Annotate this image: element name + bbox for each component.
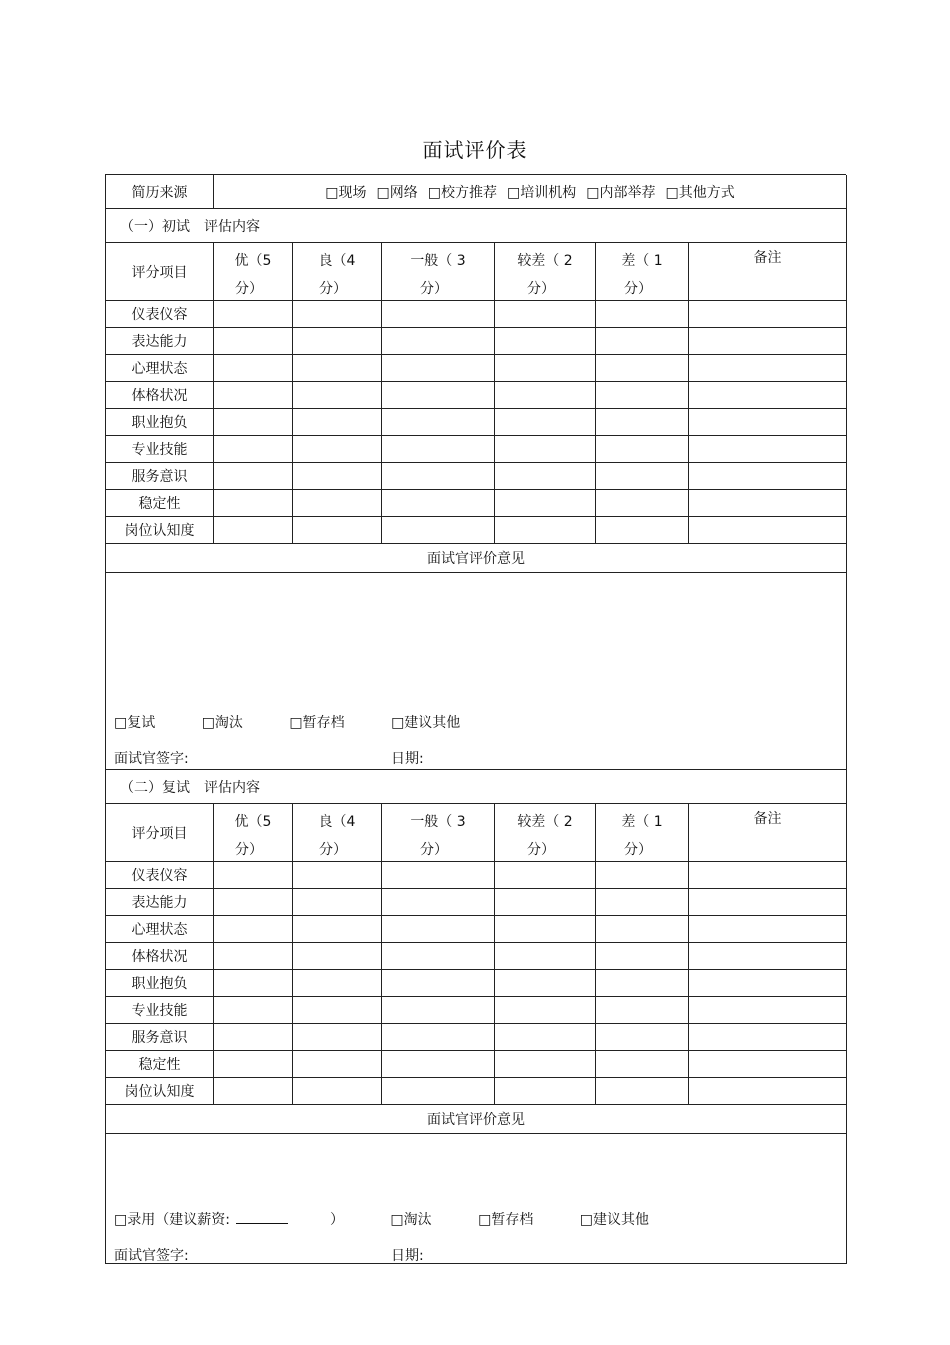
col-line1: 较差（ 2	[517, 253, 573, 269]
score-cell[interactable]	[596, 943, 689, 970]
note-cell[interactable]	[689, 490, 847, 517]
source-options	[214, 175, 847, 209]
score-row-label: 仪表仪容	[106, 862, 214, 889]
score-row-label: 心理状态	[106, 355, 214, 382]
score-cell[interactable]	[382, 436, 495, 463]
score-cell[interactable]	[495, 355, 596, 382]
note-cell[interactable]	[689, 517, 847, 544]
score-row-label: 服务意识	[106, 1024, 214, 1051]
score-cell[interactable]	[214, 328, 293, 355]
round2-col-excellent	[214, 804, 293, 862]
score-cell[interactable]	[293, 409, 382, 436]
score-cell[interactable]	[382, 889, 495, 916]
score-cell[interactable]	[596, 997, 689, 1024]
note-cell[interactable]	[689, 1078, 847, 1105]
score-cell[interactable]	[596, 916, 689, 943]
score-cell[interactable]	[293, 1024, 382, 1051]
score-cell[interactable]	[293, 862, 382, 889]
score-cell[interactable]	[214, 997, 293, 1024]
score-cell[interactable]	[495, 916, 596, 943]
note-cell[interactable]	[689, 997, 847, 1024]
score-cell[interactable]	[293, 328, 382, 355]
score-cell[interactable]	[596, 328, 689, 355]
evaluation-form	[105, 174, 846, 1264]
col-line2: 分）	[527, 842, 555, 858]
score-cell[interactable]	[596, 463, 689, 490]
score-cell[interactable]	[293, 517, 382, 544]
col-line1: 优（5	[234, 253, 272, 269]
note-cell[interactable]	[689, 463, 847, 490]
score-cell[interactable]	[214, 355, 293, 382]
score-row-label: 职业抱负	[106, 409, 214, 436]
score-cell[interactable]	[382, 862, 495, 889]
score-cell[interactable]	[293, 382, 382, 409]
score-row-label: 体格状况	[106, 382, 214, 409]
round1-decisions	[114, 712, 502, 732]
col-line1: 差（ 1	[621, 253, 663, 269]
note-cell[interactable]	[689, 1024, 847, 1051]
col-line1: 良（4	[318, 814, 356, 830]
score-cell[interactable]	[596, 970, 689, 997]
round2-decisions	[114, 1209, 691, 1229]
salary-blank[interactable]	[236, 1211, 288, 1224]
score-cell[interactable]	[214, 970, 293, 997]
score-cell[interactable]	[495, 1051, 596, 1078]
score-cell[interactable]	[596, 1024, 689, 1051]
round1-col-good	[293, 243, 382, 301]
score-cell[interactable]	[495, 970, 596, 997]
score-cell[interactable]	[214, 490, 293, 517]
score-cell[interactable]	[495, 517, 596, 544]
decision-hire[interactable]: □录用（建议薪资:	[114, 1212, 230, 1228]
note-cell[interactable]	[689, 916, 847, 943]
score-cell[interactable]	[596, 1078, 689, 1105]
source-option-training[interactable]: □培训机构	[507, 184, 577, 201]
score-cell[interactable]	[214, 1024, 293, 1051]
decision-reject[interactable]: □淘汰	[201, 715, 243, 731]
score-cell[interactable]	[596, 889, 689, 916]
score-cell[interactable]	[495, 943, 596, 970]
decision-second-round[interactable]: □复试	[114, 715, 156, 731]
score-cell[interactable]	[382, 997, 495, 1024]
col-line2: 分）	[624, 281, 652, 297]
score-cell[interactable]	[596, 490, 689, 517]
decision-reject[interactable]: □淘汰	[390, 1212, 432, 1228]
score-cell[interactable]	[214, 409, 293, 436]
score-cell[interactable]	[382, 301, 495, 328]
score-cell[interactable]	[293, 463, 382, 490]
col-line2: 分）	[319, 281, 347, 297]
round2-opinion-area[interactable]	[106, 1134, 847, 1264]
score-cell[interactable]	[495, 463, 596, 490]
round1-opinion-area[interactable]	[106, 573, 847, 770]
score-cell[interactable]	[495, 328, 596, 355]
score-cell[interactable]	[214, 463, 293, 490]
score-row-label: 表达能力	[106, 328, 214, 355]
col-line2: 分）	[624, 842, 652, 858]
score-cell[interactable]	[495, 409, 596, 436]
round2-col-note: 备注	[689, 804, 847, 862]
date-label: 日期:	[391, 1248, 424, 1264]
source-option-online[interactable]: □网络	[376, 184, 418, 201]
score-cell[interactable]	[214, 889, 293, 916]
col-line1: 优（5	[234, 814, 272, 830]
note-cell[interactable]	[689, 970, 847, 997]
score-row-label: 稳定性	[106, 490, 214, 517]
score-cell[interactable]	[293, 997, 382, 1024]
score-cell[interactable]	[495, 301, 596, 328]
source-option-internal[interactable]: □内部举荐	[586, 184, 656, 201]
score-row-label: 稳定性	[106, 1051, 214, 1078]
round1-col-excellent	[214, 243, 293, 301]
round2-opinion-label: 面试官评价意见	[106, 1105, 847, 1134]
score-cell[interactable]	[382, 490, 495, 517]
decision-other[interactable]: □建议其他	[579, 1212, 650, 1228]
decision-other[interactable]: □建议其他	[391, 715, 461, 731]
score-cell[interactable]	[382, 1078, 495, 1105]
round1-item-header: 评分项目	[106, 243, 214, 301]
score-cell[interactable]	[382, 382, 495, 409]
score-cell[interactable]	[214, 301, 293, 328]
col-line2: 分）	[420, 842, 448, 858]
score-cell[interactable]	[214, 916, 293, 943]
score-cell[interactable]	[214, 1051, 293, 1078]
round1-opinion-label: 面试官评价意见	[106, 544, 847, 573]
score-row-label: 表达能力	[106, 889, 214, 916]
score-cell[interactable]	[382, 1051, 495, 1078]
score-cell[interactable]	[214, 1078, 293, 1105]
source-label: 简历来源	[106, 175, 214, 209]
score-cell[interactable]	[214, 382, 293, 409]
signature-label: 面试官签字:	[114, 751, 189, 767]
round1-section-label: （一）初试 评估内容	[106, 209, 847, 243]
col-line1: 一般（ 3	[410, 814, 466, 830]
score-row-label: 心理状态	[106, 916, 214, 943]
round1-col-average	[382, 243, 495, 301]
score-cell[interactable]	[495, 1024, 596, 1051]
note-cell[interactable]	[689, 943, 847, 970]
score-cell[interactable]	[596, 1051, 689, 1078]
note-cell[interactable]	[689, 355, 847, 382]
score-cell[interactable]	[382, 409, 495, 436]
score-row-label: 岗位认知度	[106, 1078, 214, 1105]
score-row-label: 体格状况	[106, 943, 214, 970]
date-label: 日期:	[391, 751, 424, 767]
score-cell[interactable]	[495, 997, 596, 1024]
source-option-campus[interactable]: □校方推荐	[427, 184, 497, 201]
source-option-onsite[interactable]: □现场	[325, 184, 367, 201]
score-cell[interactable]	[382, 355, 495, 382]
score-cell[interactable]	[495, 889, 596, 916]
note-cell[interactable]	[689, 409, 847, 436]
round2-section-label: （二）复试 评估内容	[106, 770, 847, 804]
score-row-label: 仪表仪容	[106, 301, 214, 328]
score-cell[interactable]	[596, 517, 689, 544]
score-cell[interactable]	[293, 301, 382, 328]
note-cell[interactable]	[689, 436, 847, 463]
score-cell[interactable]	[293, 1078, 382, 1105]
col-line1: 良（4	[318, 253, 356, 269]
score-cell[interactable]	[293, 916, 382, 943]
score-cell[interactable]	[596, 301, 689, 328]
note-cell[interactable]	[689, 328, 847, 355]
score-cell[interactable]	[596, 382, 689, 409]
col-line1: 较差（ 2	[517, 814, 573, 830]
col-line1: 差（ 1	[621, 814, 663, 830]
round2-col-poor	[495, 804, 596, 862]
score-cell[interactable]	[596, 409, 689, 436]
score-row-label: 专业技能	[106, 436, 214, 463]
decision-archive[interactable]: □暂存档	[478, 1212, 534, 1228]
note-cell[interactable]	[689, 1051, 847, 1078]
round2-col-bad	[596, 804, 689, 862]
form-title: 面试评价表	[422, 138, 528, 162]
signature-label: 面试官签字:	[114, 1248, 189, 1264]
round1-signature-line	[114, 748, 814, 768]
hire-close: ）	[329, 1212, 344, 1228]
score-cell[interactable]	[495, 862, 596, 889]
col-line2: 分）	[235, 281, 263, 297]
round1-col-bad	[596, 243, 689, 301]
decision-archive[interactable]: □暂存档	[289, 715, 345, 731]
col-line1: 一般（ 3	[410, 253, 466, 269]
score-cell[interactable]	[495, 1078, 596, 1105]
score-cell[interactable]	[382, 517, 495, 544]
score-cell[interactable]	[293, 1051, 382, 1078]
score-cell[interactable]	[214, 517, 293, 544]
score-cell[interactable]	[293, 490, 382, 517]
col-line2: 分）	[319, 842, 347, 858]
score-row-label: 职业抱负	[106, 970, 214, 997]
score-cell[interactable]	[382, 1024, 495, 1051]
score-cell[interactable]	[293, 355, 382, 382]
evaluation-table	[105, 174, 846, 1264]
score-cell[interactable]	[382, 943, 495, 970]
col-line2: 分）	[527, 281, 555, 297]
score-row-label: 岗位认知度	[106, 517, 214, 544]
score-cell[interactable]	[495, 490, 596, 517]
round2-col-good	[293, 804, 382, 862]
round2-col-average	[382, 804, 495, 862]
score-cell[interactable]	[214, 436, 293, 463]
score-row-label: 服务意识	[106, 463, 214, 490]
score-cell[interactable]	[293, 436, 382, 463]
note-cell[interactable]	[689, 382, 847, 409]
score-cell[interactable]	[293, 943, 382, 970]
round2-signature-line	[114, 1245, 814, 1264]
score-cell[interactable]	[293, 889, 382, 916]
score-cell[interactable]	[596, 355, 689, 382]
score-cell[interactable]	[382, 916, 495, 943]
note-cell[interactable]	[689, 301, 847, 328]
score-cell[interactable]	[596, 862, 689, 889]
round1-col-note: 备注	[689, 243, 847, 301]
score-cell[interactable]	[382, 328, 495, 355]
col-line2: 分）	[420, 281, 448, 297]
round1-col-poor	[495, 243, 596, 301]
col-line2: 分）	[235, 842, 263, 858]
score-cell[interactable]	[596, 436, 689, 463]
score-cell[interactable]	[495, 436, 596, 463]
source-option-other[interactable]: □其他方式	[665, 184, 735, 201]
score-cell[interactable]	[382, 970, 495, 997]
note-cell[interactable]	[689, 862, 847, 889]
round2-item-header: 评分项目	[106, 804, 214, 862]
score-cell[interactable]	[214, 943, 293, 970]
score-row-label: 专业技能	[106, 997, 214, 1024]
score-cell[interactable]	[495, 382, 596, 409]
score-cell[interactable]	[382, 463, 495, 490]
score-cell[interactable]	[214, 862, 293, 889]
score-cell[interactable]	[293, 970, 382, 997]
note-cell[interactable]	[689, 889, 847, 916]
